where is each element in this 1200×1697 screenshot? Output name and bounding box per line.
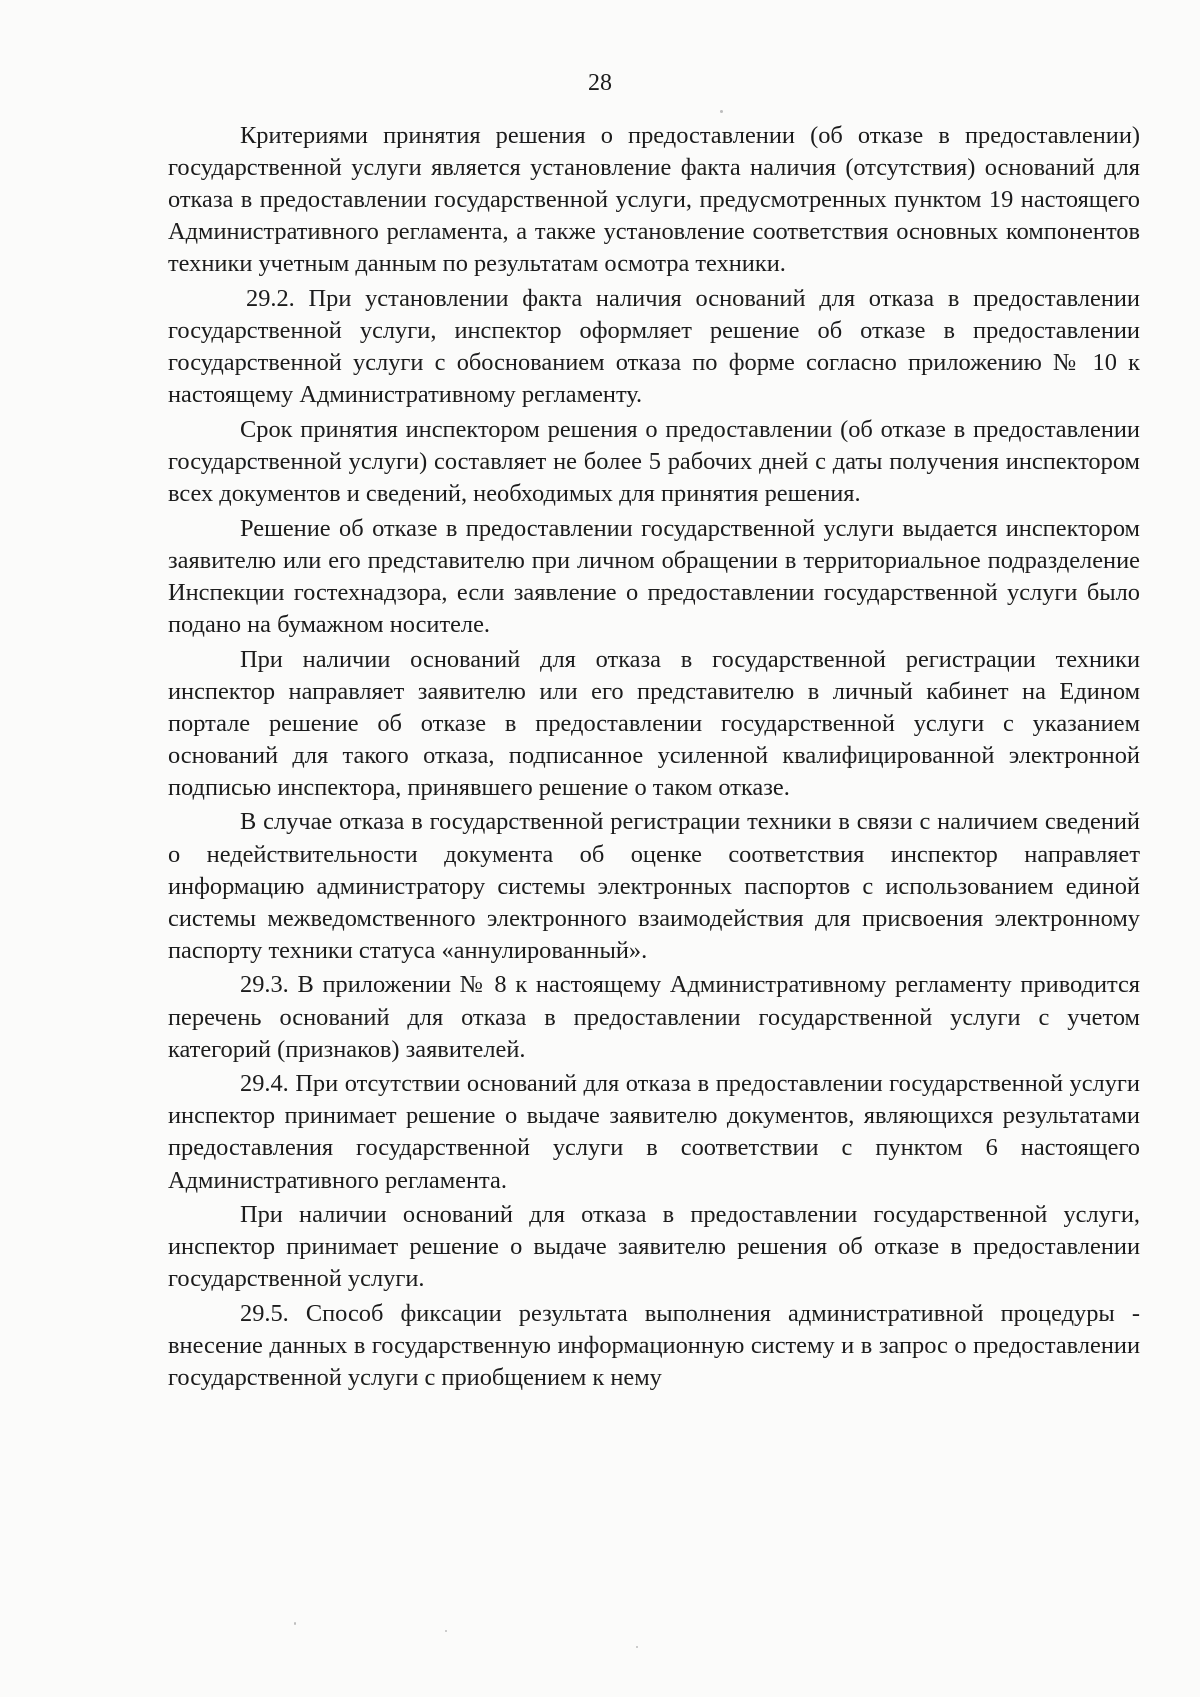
paragraph-29-4: 29.4. При отсутствии оснований для отказа в предоставлении государственной услуги инспектор принимает решение о выдаче заявителю документов, являющихся результатами предоставления государственной услуги в соответствии с пунктом 6 настоящего Административного регламента. bbox=[168, 1070, 1140, 1194]
paragraph-criteria: Критериями принятия решения о предоставлении (об отказе в предоставлении) государственной услуги является установление факта наличия (отсутствия) оснований для отказа в предоставлении государственной услуги, предусмотренных пунктом 19 настоящего Административного регламента, а также установление соответствия основных компонентов техники учетным данным по результатам осмотра техники. bbox=[168, 122, 1140, 278]
paragraph-invalid-document: В случае отказа в государственной регистрации техники в связи с наличием сведений о недействительности документа об оценке соответствия инспектор направляет информацию администратору системы электронных паспортов с использованием единой системы межведомственного электронного взаимодействия для присвоения электронному паспорту техники статуса «аннулированный». bbox=[168, 808, 1140, 964]
scan-speck bbox=[445, 1630, 447, 1632]
paragraph-29-5: 29.5. Способ фиксации результата выполнения административной процедуры - внесение данных в государственную информационную систему и в запрос о предоставлении государственной услуги с приобщением к нему bbox=[168, 1299, 1140, 1392]
page-number: 28 bbox=[588, 70, 612, 96]
scan-speck bbox=[294, 1622, 296, 1625]
paragraph-refusal-decision: При наличии оснований для отказа в предоставлении государственной услуги, инспектор принимает решение о выдаче заявителю решения об отказе в предоставлении государственной услуги. bbox=[168, 1201, 1140, 1293]
scan-speck bbox=[720, 110, 723, 113]
document-body bbox=[168, 120, 1140, 1397]
paragraph-29-3: 29.3. В приложении № 8 к настоящему Административному регламенту приводится перечень оснований для отказа в предоставлении государственной услуги с учетом категорий (признаков) заявителей. bbox=[168, 971, 1140, 1063]
scan-speck bbox=[636, 1646, 638, 1648]
paragraph-refusal-portal: При наличии оснований для отказа в государственной регистрации техники инспектор направляет заявителю или его представителю в личный кабинет на Едином портале решение об отказе в предоставлении государственной услуги с указанием оснований для такого отказа, подписанное усиленной квалифицированной электронной подписью инспектора, принявшего решение о таком отказе. bbox=[168, 645, 1140, 801]
paragraph-refusal-issue: Решение об отказе в предоставлении государственной услуги выдается инспектором заявителю или его представителю при личном обращении в территориальное подразделение Инспекции гостехнадзора, если заявление о предоставлении государственной услуги было подано на бумажном носителе. bbox=[168, 514, 1140, 638]
paragraph-decision-term: Срок принятия инспектором решения о предоставлении (об отказе в предоставлении государственной услуги) составляет не более 5 рабочих дней с даты получения инспектором всех документов и сведений, необходимых для принятия решения. bbox=[168, 415, 1140, 508]
paragraph-29-2: 29.2. При установлении факта наличия оснований для отказа в предоставлении государственной услуги, инспектор оформляет решение об отказе в предоставлении государственной услуги с обоснованием отказа по форме согласно приложению № 10 к настоящему Административному регламенту. bbox=[168, 284, 1140, 409]
